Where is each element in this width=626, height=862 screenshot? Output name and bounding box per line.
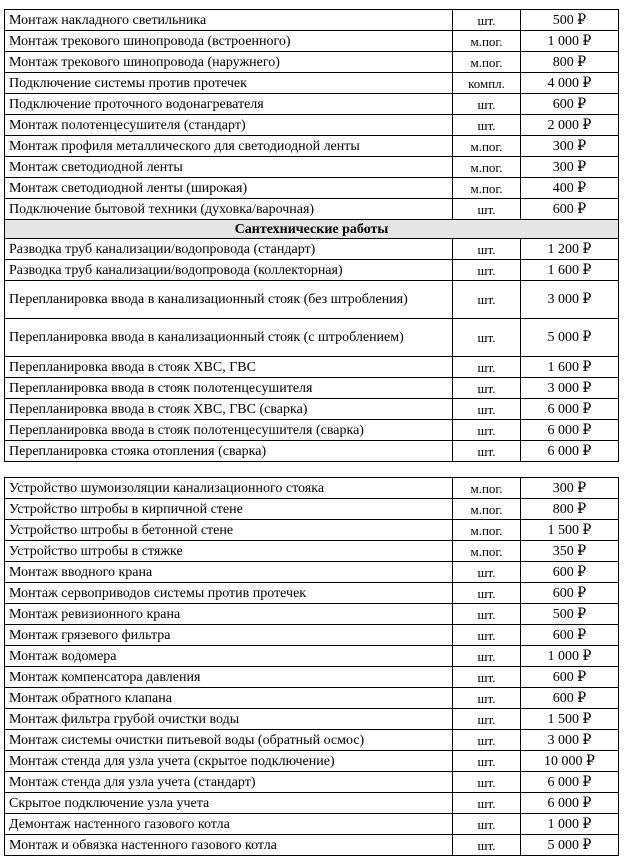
service-price: 600 ₽ (521, 667, 619, 688)
service-name: Монтаж светодиодной ленты (широкая) (5, 178, 453, 199)
service-price: 600 ₽ (521, 688, 619, 709)
table-row (5, 625, 619, 646)
table-row (5, 646, 619, 667)
table-row (5, 357, 619, 378)
unit-of-measure: шт. (453, 260, 521, 281)
unit-of-measure: шт. (453, 667, 521, 688)
service-name: Подключение проточного водонагревателя (5, 94, 453, 115)
service-price: 1 600 ₽ (521, 357, 619, 378)
service-name: Монтаж стенда для узла учета (стандарт) (5, 772, 453, 793)
service-name: Монтаж и обвязка настенного газового котла (5, 835, 453, 856)
service-name: Монтаж стенда для узла учета (скрытое подключение) (5, 751, 453, 772)
table-row (5, 730, 619, 751)
unit-of-measure: компл. (453, 73, 521, 94)
service-price: 300 ₽ (521, 157, 619, 178)
table-row (5, 751, 619, 772)
service-name: Монтаж накладного светильника (5, 10, 453, 31)
service-name: Монтаж светодиодной ленты (5, 157, 453, 178)
service-price: 800 ₽ (521, 52, 619, 73)
unit-of-measure: шт. (453, 562, 521, 583)
service-name: Монтаж фильтра грубой очистки воды (5, 709, 453, 730)
table-row (5, 10, 619, 31)
unit-of-measure: шт. (453, 319, 521, 357)
table-row (5, 378, 619, 399)
unit-of-measure: шт. (453, 772, 521, 793)
service-name: Скрытое подключение узла учета (5, 793, 453, 814)
service-price: 10 000 ₽ (521, 751, 619, 772)
unit-of-measure: шт. (453, 115, 521, 136)
table-row (5, 814, 619, 835)
section-header-row (5, 220, 619, 239)
service-name: Монтаж компенсатора давления (5, 667, 453, 688)
table-row (5, 199, 619, 220)
table-row (5, 793, 619, 814)
unit-of-measure: м.пог. (453, 157, 521, 178)
service-name: Перепланировка ввода в стояк полотенцесушителя (сварка) (5, 420, 453, 441)
service-price: 5 000 ₽ (521, 835, 619, 856)
service-name: Монтаж грязевого фильтра (5, 625, 453, 646)
service-price: 600 ₽ (521, 562, 619, 583)
service-price: 6 000 ₽ (521, 399, 619, 420)
price-table-bottom-body (5, 478, 619, 856)
service-name: Перепланировка ввода в стояк ХВС, ГВС (5, 357, 453, 378)
unit-of-measure: м.пог. (453, 541, 521, 562)
price-table-top-body (5, 10, 619, 462)
table-row (5, 399, 619, 420)
service-price: 350 ₽ (521, 541, 619, 562)
service-name: Монтаж ревизионного крана (5, 604, 453, 625)
price-table-top (4, 9, 619, 462)
service-name: Устройство штробы в стяжке (5, 541, 453, 562)
table-row (5, 178, 619, 199)
table-row (5, 239, 619, 260)
service-price: 600 ₽ (521, 583, 619, 604)
unit-of-measure: шт. (453, 814, 521, 835)
service-name: Устройство шумоизоляции канализационного стояка (5, 478, 453, 499)
service-price: 6 000 ₽ (521, 441, 619, 462)
service-price: 1 500 ₽ (521, 709, 619, 730)
service-price: 1 000 ₽ (521, 646, 619, 667)
service-name: Монтаж сервоприводов системы против протечек (5, 583, 453, 604)
service-price: 3 000 ₽ (521, 281, 619, 319)
service-name: Монтаж обратного клапана (5, 688, 453, 709)
unit-of-measure: шт. (453, 583, 521, 604)
service-price: 800 ₽ (521, 499, 619, 520)
price-table-bottom (4, 477, 619, 856)
service-price: 5 000 ₽ (521, 319, 619, 357)
service-price: 1 000 ₽ (521, 31, 619, 52)
service-name: Разводка труб канализации/водопровода (коллекторная) (5, 260, 453, 281)
unit-of-measure: шт. (453, 441, 521, 462)
unit-of-measure: шт. (453, 94, 521, 115)
service-price: 500 ₽ (521, 10, 619, 31)
service-price: 3 000 ₽ (521, 378, 619, 399)
table-row (5, 31, 619, 52)
unit-of-measure: шт. (453, 730, 521, 751)
table-row (5, 136, 619, 157)
service-name: Устройство штробы в кирпичной стене (5, 499, 453, 520)
unit-of-measure: м.пог. (453, 520, 521, 541)
table-row (5, 772, 619, 793)
unit-of-measure: шт. (453, 709, 521, 730)
section-title: Сантехнические работы (5, 220, 619, 239)
service-name: Подключение системы против протечек (5, 73, 453, 94)
unit-of-measure: шт. (453, 281, 521, 319)
table-row (5, 478, 619, 499)
table-row (5, 604, 619, 625)
table-row (5, 94, 619, 115)
unit-of-measure: шт. (453, 751, 521, 772)
unit-of-measure: м.пог. (453, 478, 521, 499)
unit-of-measure: шт. (453, 646, 521, 667)
table-row (5, 562, 619, 583)
unit-of-measure: м.пог. (453, 31, 521, 52)
unit-of-measure: шт. (453, 199, 521, 220)
service-name: Разводка труб канализации/водопровода (стандарт) (5, 239, 453, 260)
service-name: Демонтаж настенного газового котла (5, 814, 453, 835)
service-price: 1 000 ₽ (521, 814, 619, 835)
service-name: Монтаж трекового шинопровода (наружнего) (5, 52, 453, 73)
service-price: 1 200 ₽ (521, 239, 619, 260)
table-row (5, 499, 619, 520)
table-row (5, 520, 619, 541)
table-row (5, 73, 619, 94)
table-row (5, 260, 619, 281)
table-row (5, 157, 619, 178)
unit-of-measure: шт. (453, 604, 521, 625)
unit-of-measure: м.пог. (453, 52, 521, 73)
unit-of-measure: шт. (453, 625, 521, 646)
unit-of-measure: шт. (453, 420, 521, 441)
unit-of-measure: шт. (453, 10, 521, 31)
service-price: 300 ₽ (521, 136, 619, 157)
table-row (5, 688, 619, 709)
unit-of-measure: шт. (453, 688, 521, 709)
table-row (5, 541, 619, 562)
unit-of-measure: шт. (453, 793, 521, 814)
service-price: 600 ₽ (521, 625, 619, 646)
service-name: Устройство штробы в бетонной стене (5, 520, 453, 541)
service-price: 4 000 ₽ (521, 73, 619, 94)
unit-of-measure: м.пог. (453, 178, 521, 199)
service-name: Монтаж трекового шинопровода (встроенного) (5, 31, 453, 52)
service-price: 600 ₽ (521, 94, 619, 115)
service-price: 600 ₽ (521, 199, 619, 220)
service-name: Перепланировка ввода в стояк полотенцесушителя (5, 378, 453, 399)
unit-of-measure: шт. (453, 835, 521, 856)
service-name: Монтаж полотенцесушителя (стандарт) (5, 115, 453, 136)
service-price: 500 ₽ (521, 604, 619, 625)
table-row (5, 52, 619, 73)
unit-of-measure: шт. (453, 357, 521, 378)
unit-of-measure: шт. (453, 239, 521, 260)
service-price: 1 500 ₽ (521, 520, 619, 541)
unit-of-measure: м.пог. (453, 499, 521, 520)
service-price: 1 600 ₽ (521, 260, 619, 281)
unit-of-measure: шт. (453, 399, 521, 420)
table-row (5, 709, 619, 730)
service-price: 300 ₽ (521, 478, 619, 499)
service-price: 3 000 ₽ (521, 730, 619, 751)
table-row (5, 420, 619, 441)
service-name: Перепланировка ввода в стояк ХВС, ГВС (сварка) (5, 399, 453, 420)
service-name: Монтаж вводного крана (5, 562, 453, 583)
table-row (5, 583, 619, 604)
service-price: 6 000 ₽ (521, 420, 619, 441)
table-row (5, 281, 619, 319)
service-price: 2 000 ₽ (521, 115, 619, 136)
service-name: Монтаж системы очистки питьевой воды (обратный осмос) (5, 730, 453, 751)
service-name: Подключение бытовой техники (духовка/варочная) (5, 199, 453, 220)
service-name: Монтаж водомера (5, 646, 453, 667)
table-row (5, 441, 619, 462)
unit-of-measure: шт. (453, 378, 521, 399)
service-name: Перепланировка ввода в канализационный стояк (без штробления) (5, 281, 453, 319)
table-row (5, 115, 619, 136)
service-name: Перепланировка ввода в канализационный стояк (с штроблением) (5, 319, 453, 357)
service-price: 6 000 ₽ (521, 772, 619, 793)
table-row (5, 319, 619, 357)
service-price: 400 ₽ (521, 178, 619, 199)
table-row (5, 835, 619, 856)
service-name: Монтаж профиля металлического для светодиодной ленты (5, 136, 453, 157)
service-price: 6 000 ₽ (521, 793, 619, 814)
unit-of-measure: м.пог. (453, 136, 521, 157)
service-name: Перепланировка стояка отопления (сварка) (5, 441, 453, 462)
table-row (5, 667, 619, 688)
